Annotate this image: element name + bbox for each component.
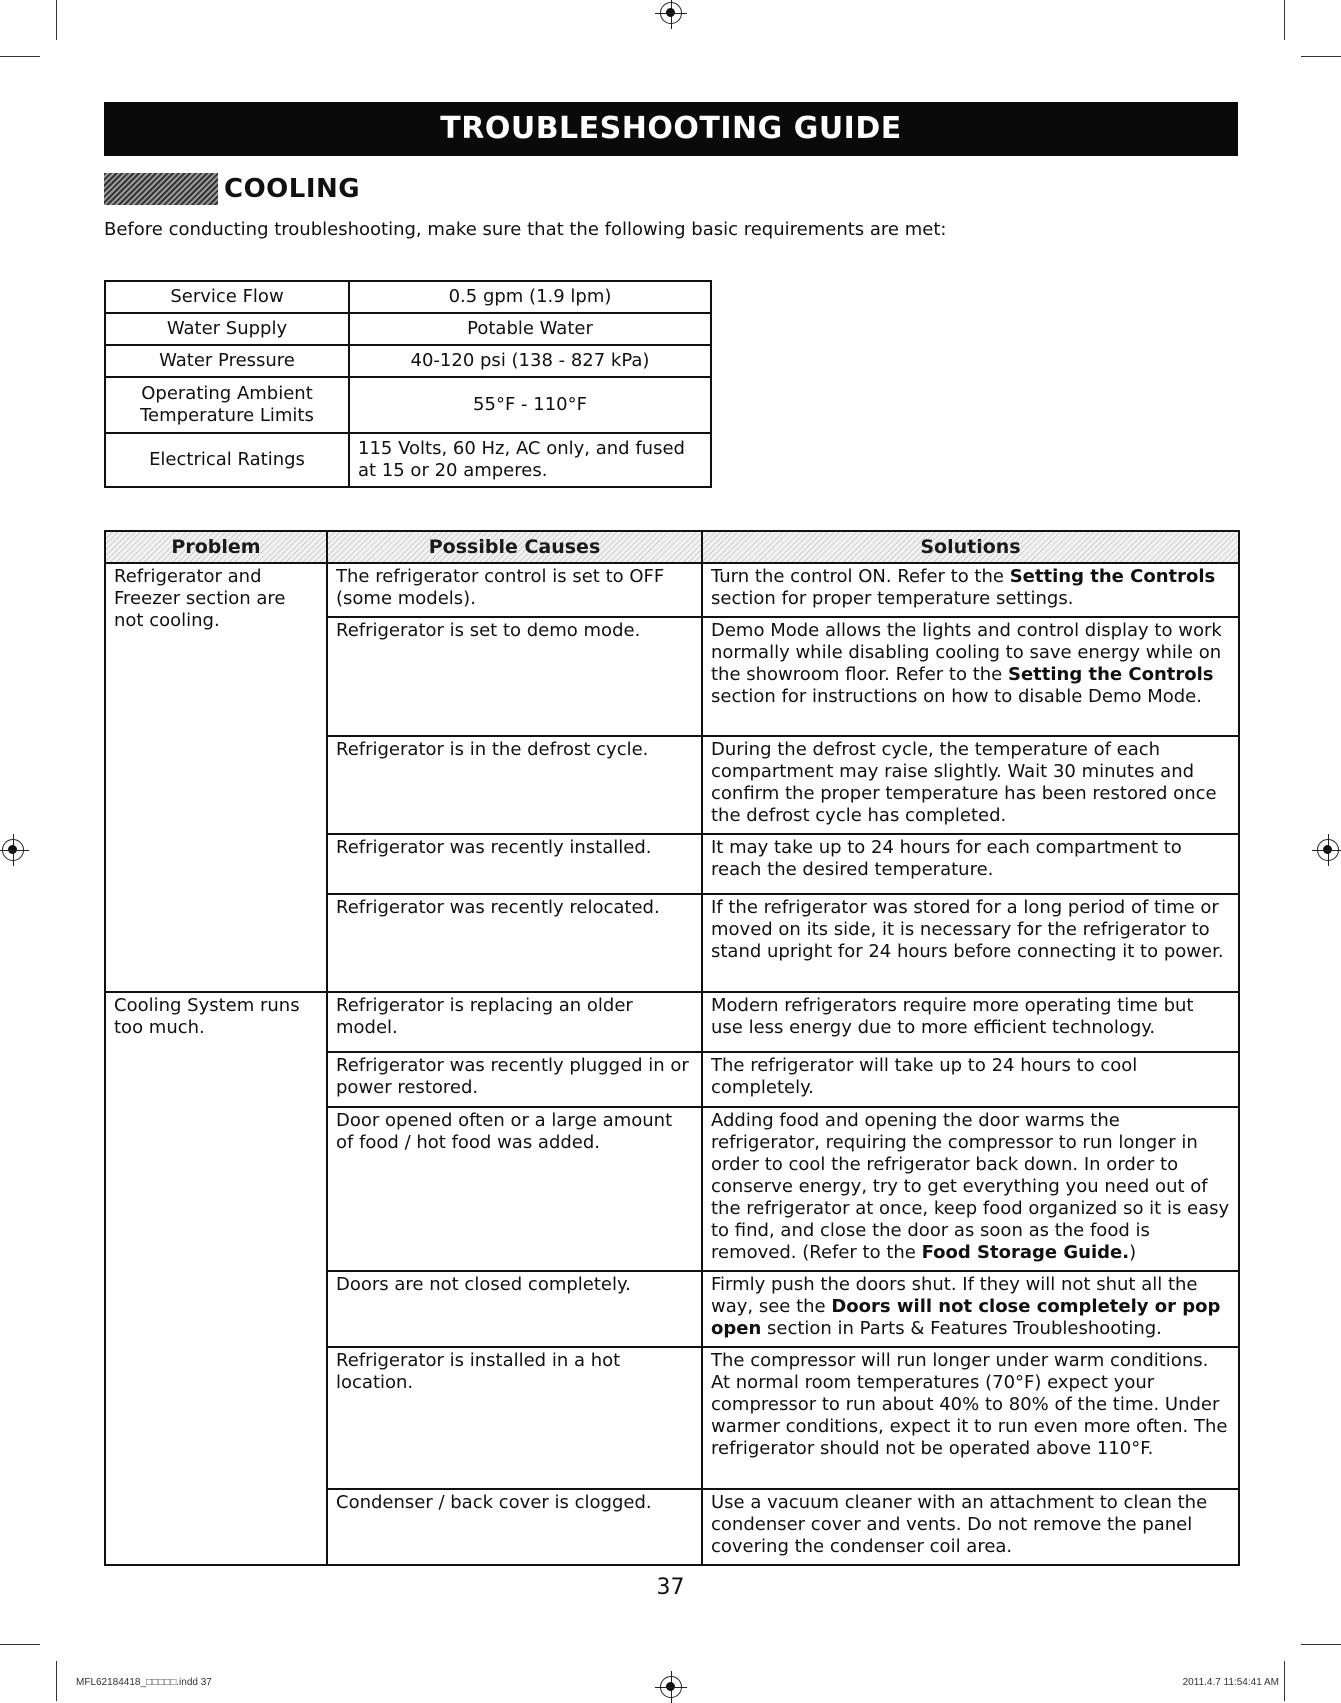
- cause-cell: Refrigerator is installed in a hot location.: [327, 1347, 702, 1489]
- table-row: [105, 992, 1239, 1052]
- crop-mark: [0, 1644, 40, 1645]
- registration-mark-icon: [2, 839, 24, 861]
- registration-mark-icon: [1317, 839, 1339, 861]
- page-number: 37: [656, 1575, 685, 1600]
- table-row: [105, 345, 711, 377]
- bold-reference: Setting the Controls: [1009, 566, 1216, 587]
- requirement-value: 55°F - 110°F: [349, 377, 711, 433]
- table-row: [105, 563, 1239, 617]
- table-row: [105, 313, 711, 345]
- crop-mark: [1301, 56, 1341, 57]
- requirement-value: 115 Volts, 60 Hz, AC only, and fused at 15 or 20 amperes.: [349, 433, 711, 487]
- intro-text: Before conducting troubleshooting, make sure that the following basic requirements are met:: [104, 219, 947, 240]
- requirement-label: Electrical Ratings: [105, 433, 349, 487]
- bold-reference: Setting the Controls: [1007, 664, 1214, 685]
- registration-mark-icon: [660, 1676, 682, 1698]
- table-row: [105, 377, 711, 433]
- requirement-value: Potable Water: [349, 313, 711, 345]
- solution-cell: Turn the control ON. Refer to the Setting the Controls section for proper temperature settings.: [702, 563, 1239, 617]
- footer-timestamp: 2011.4.7 11:54:41 AM: [1182, 1677, 1279, 1688]
- requirement-value: 40-120 psi (138 - 827 kPa): [349, 345, 711, 377]
- table-row: [105, 281, 711, 313]
- cause-cell: Doors are not closed completely.: [327, 1271, 702, 1347]
- registration-mark-icon: [660, 2, 682, 24]
- crop-mark: [0, 56, 40, 57]
- requirement-label: Service Flow: [105, 281, 349, 313]
- cause-cell: Condenser / back cover is clogged.: [327, 1489, 702, 1565]
- crop-mark: [56, 0, 57, 40]
- table-row: [105, 433, 711, 487]
- bold-reference: Food Storage Guide.: [921, 1242, 1130, 1263]
- page-title: TROUBLESHOOTING GUIDE: [104, 102, 1238, 156]
- section-title: COOLING: [224, 174, 361, 204]
- solution-cell: It may take up to 24 hours for each compartment to reach the desired temperature.: [702, 834, 1239, 894]
- section-heading: [104, 173, 360, 205]
- requirement-label: Water Supply: [105, 313, 349, 345]
- column-header-solutions: Solutions: [702, 531, 1239, 563]
- column-header-causes: Possible Causes: [327, 531, 702, 563]
- cause-cell: Refrigerator is replacing an older model.: [327, 992, 702, 1052]
- crop-mark: [1284, 0, 1285, 40]
- cause-cell: Refrigerator was recently plugged in or power restored.: [327, 1052, 702, 1107]
- crop-mark: [1301, 1644, 1341, 1645]
- cause-cell: Refrigerator was recently relocated.: [327, 894, 702, 992]
- cause-cell: Refrigerator is in the defrost cycle.: [327, 736, 702, 834]
- solution-cell: Use a vacuum cleaner with an attachment to clean the condenser cover and vents. Do not remove the panel covering the condenser coil area.: [702, 1489, 1239, 1565]
- solution-cell: The refrigerator will take up to 24 hours to cool completely.: [702, 1052, 1239, 1107]
- crop-mark: [56, 1661, 57, 1701]
- solution-cell: If the refrigerator was stored for a long period of time or moved on its side, it is necessary for the refrigerator to stand upright for 24 hours before connecting it to power.: [702, 894, 1239, 992]
- problem-cell: Cooling System runs too much.: [105, 992, 327, 1565]
- table-header-row: [105, 531, 1239, 563]
- cause-cell: Door opened often or a large amount of food / hot food was added.: [327, 1107, 702, 1271]
- cause-cell: The refrigerator control is set to OFF (some models).: [327, 563, 702, 617]
- solution-cell: Demo Mode allows the lights and control display to work normally while disabling cooling to save energy while on the showroom floor. Refer to the Setting the Controls section for instructions on how to disable Demo Mode.: [702, 617, 1239, 736]
- solution-cell: The compressor will run longer under warm conditions. At normal room temperatures (70°F) expect your compressor to run about 40% to 80% of the time. Under warmer conditions, expect it to run even more often. The refrigerator should not be operated above 110°F.: [702, 1347, 1239, 1489]
- footer-file-name: MFL62184418_□□□□□.indd 37: [76, 1677, 212, 1688]
- solution-cell: During the defrost cycle, the temperature of each compartment may raise slightly. Wait 30 minutes and confirm the proper temperature has been restored once the defrost cycle has completed.: [702, 736, 1239, 834]
- cause-cell: Refrigerator was recently installed.: [327, 834, 702, 894]
- solution-cell: Modern refrigerators require more operating time but use less energy due to more efficient technology.: [702, 992, 1239, 1052]
- column-header-problem: Problem: [105, 531, 327, 563]
- cause-cell: Refrigerator is set to demo mode.: [327, 617, 702, 736]
- bold-reference: Doors will not close completely or pop open: [711, 1296, 1221, 1339]
- requirement-label: Water Pressure: [105, 345, 349, 377]
- solution-cell: Firmly push the doors shut. If they will not shut all the way, see the Doors will not close completely or pop open section in Parts & Features Troubleshooting.: [702, 1271, 1239, 1347]
- requirement-label: Operating Ambient Temperature Limits: [105, 377, 349, 433]
- problem-cell: Refrigerator and Freezer section are not cooling.: [105, 563, 327, 992]
- section-hatch-icon: [104, 173, 218, 205]
- solution-cell: Adding food and opening the door warms the refrigerator, requiring the compressor to run longer in order to cool the refrigerator back down. In order to conserve energy, try to get everything you need out of the refrigerator at once, keep food organized so it is easy to find, and close the door as soon as the food is removed. (Refer to the Food Storage Guide.): [702, 1107, 1239, 1271]
- requirements-table: [104, 280, 712, 488]
- troubleshooting-table: [104, 530, 1240, 1566]
- requirement-value: 0.5 gpm (1.9 lpm): [349, 281, 711, 313]
- crop-mark: [1284, 1661, 1285, 1701]
